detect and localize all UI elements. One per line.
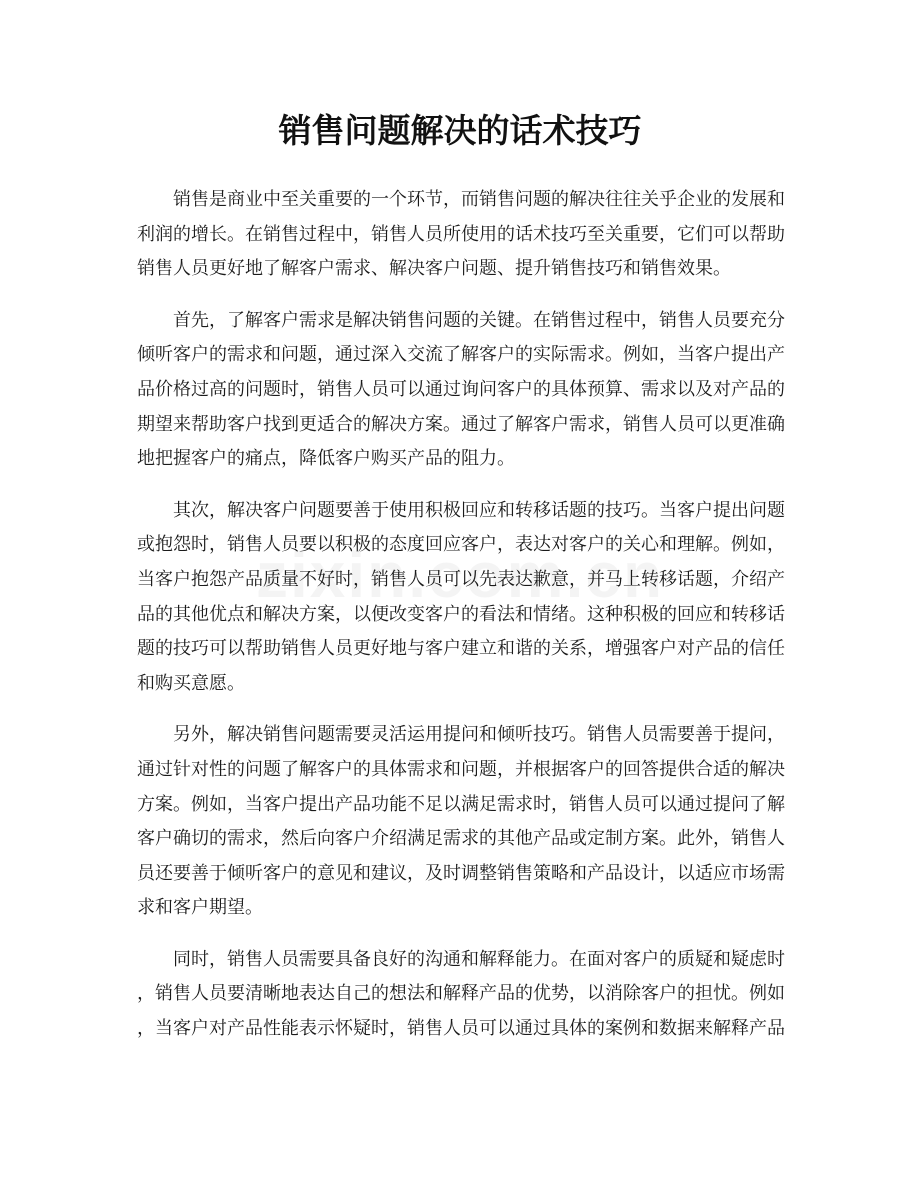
paragraph: 销售是商业中至关重要的一个环节，而销售问题的解决往往关乎企业的发展和利润的增长。在销售过程中，销售人员所使用的话术技巧至关重要，它们可以帮助销售人员更好地了解客户需求、解决客户问题、提升销售技巧和销售效果。 [137, 189, 785, 280]
paragraph: 同时，销售人员需要具备良好的沟通和解释能力。在面对客户的质疑和疑虑时，销售人员要清晰地表达自己的想法和解释产品的优势，以消除客户的担忧。例如，当客户对产品性能表示怀疑时，销售人员可以通过具体的案例和数据来解释产品 [137, 948, 785, 1040]
paragraph: 其次，解决客户问题要善于使用积极回应和转移话题的技巧。当客户提出问题或抱怨时，销售人员要以积极的态度回应客户，表达对客户的关心和理解。例如，当客户抱怨产品质量不好时，销售人员可以先表达歉意，并马上转移话题，介绍产品的其他优点和解决方案，以便改变客户的看法和情绪。这种积极的回应和转移话题的技巧可以帮助销售人员更好地与客户建立和谐的关系，增强客户对产品的信任和购买意愿。 [137, 499, 785, 694]
paragraph: 首先，了解客户需求是解决销售问题的关键。在销售过程中，销售人员要充分倾听客户的需求和问题，通过深入交流了解客户的实际需求。例如，当客户提出产品价格过高的问题时，销售人员可以通过询问客户的具体预算、需求以及对产品的期望来帮助客户找到更适合的解决方案。通过了解客户需求，销售人员可以更准确地把握客户的痛点，降低客户购买产品的阻力。 [137, 309, 785, 470]
document-body [137, 183, 785, 1064]
document-title: 销售问题解决的话术技巧 [278, 111, 642, 150]
paragraph: 另外，解决销售问题需要灵活运用提问和倾听技巧。销售人员需要善于提问，通过针对性的问题了解客户的具体需求和问题，并根据客户的回答提供合适的解决方案。例如，当客户提出产品功能不足以满足需求时，销售人员可以通过提问了解客户确切的需求，然后向客户介绍满足需求的其他产品或定制方案。此外，销售人员还要善于倾听客户的意见和建议，及时调整销售策略和产品设计，以适应市场需求和客户期望。 [137, 724, 785, 919]
